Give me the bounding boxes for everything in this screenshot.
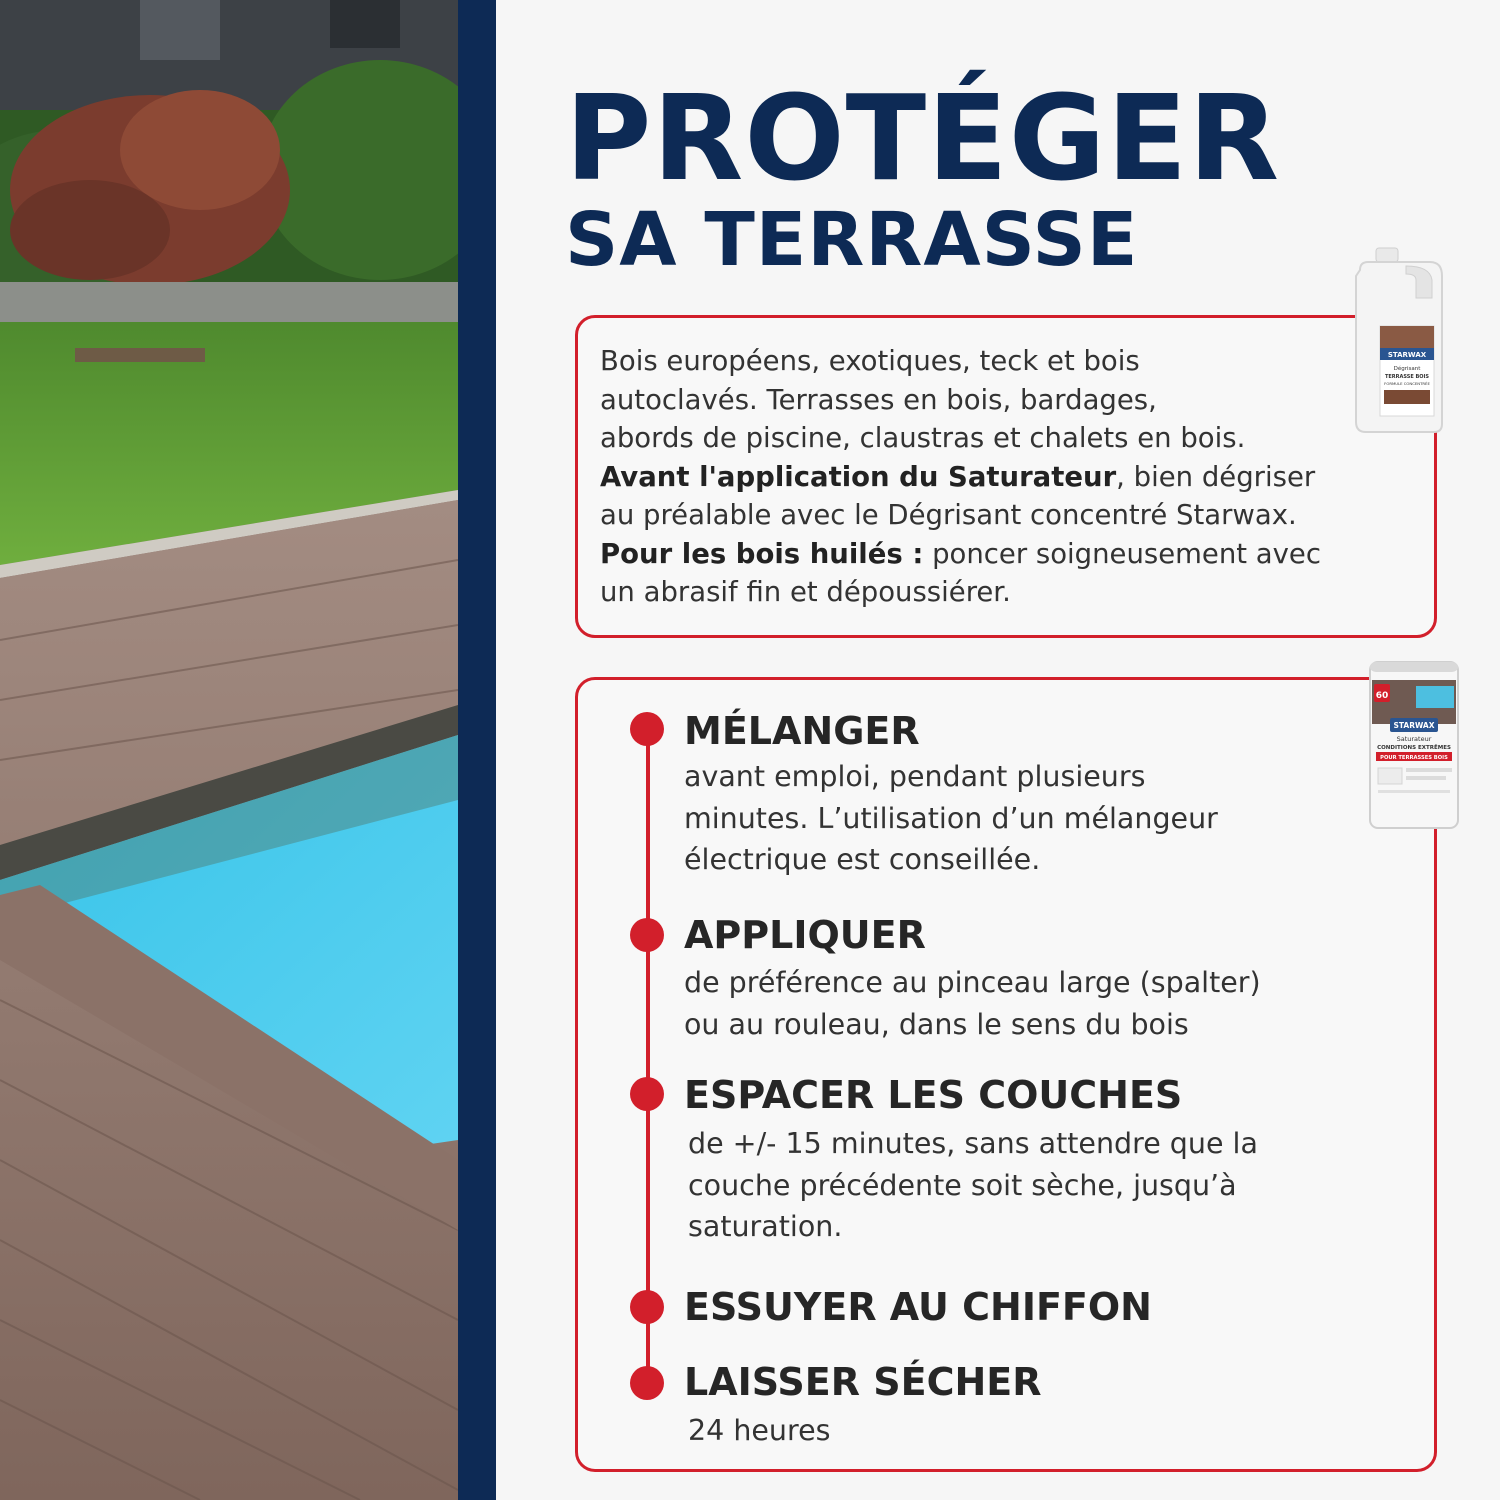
step-3-title: ESPACER LES COUCHES (684, 1073, 1183, 1117)
navy-divider (458, 0, 496, 1500)
intro-line-2: autoclavés. Terrasses en bois, bardages, (600, 383, 1157, 416)
degrisant-line-3: FORMULE CONCENTRÉE (1384, 381, 1430, 386)
page-title-line-2: SA TERRASSE (565, 197, 1139, 283)
intro-line-7: un abrasif fin et dépoussiérer. (600, 576, 1011, 608)
step-2-description (684, 962, 1261, 1045)
saturateur-tin-image (1366, 660, 1462, 832)
step-1-line-1: avant emploi, pendant plusieurs (684, 760, 1146, 793)
step-3-line-1: de +/- 15 minutes, sans attendre que la (688, 1127, 1258, 1160)
step-2-line-2: ou au rouleau, dans le sens du bois (684, 1007, 1189, 1041)
step-2-title: APPLIQUER (684, 913, 926, 957)
intro-bold-saturateur: Avant l'application du Saturateur (600, 460, 1117, 493)
intro-line-5: au préalable avec le Dégrisant concentré Starwax. (600, 499, 1297, 531)
intro-line-1: Bois européens, exotiques, teck et bois (600, 345, 1140, 377)
step-1-line-2: minutes. L’utilisation d’un mélangeur (684, 801, 1218, 835)
degrisant-line-1: Dégrisant (1393, 366, 1421, 372)
step-4-title: ESSUYER AU CHIFFON (684, 1285, 1152, 1329)
degrisant-jerrycan-image (1350, 246, 1450, 436)
step-3-line-3: saturation. (688, 1210, 843, 1243)
step-5-description (688, 1410, 830, 1452)
step-2-marker (630, 918, 664, 952)
page-title-line-1: PROTÉGER (565, 69, 1281, 207)
step-1-description (684, 756, 1218, 881)
step-1-title: MÉLANGER (684, 709, 920, 753)
step-3-line-2: couche précédente soit sèche, jusqu’à (688, 1168, 1237, 1202)
degrisant-line-2: TERRASSE BOIS (1384, 374, 1430, 380)
degrisant-brand: STARWAX (1387, 351, 1427, 359)
step-2-line-1: de préférence au pinceau large (spalter) (684, 966, 1261, 999)
steps-timeline (646, 728, 650, 1384)
step-5-line-1: 24 heures (688, 1414, 831, 1447)
step-3-description (688, 1123, 1258, 1248)
saturateur-line-1: Saturateur (1396, 735, 1432, 743)
step-1-marker (630, 712, 664, 746)
saturateur-line-3: POUR TERRASSES BOIS (1380, 755, 1448, 761)
terrace-photo (0, 0, 458, 1500)
step-5-marker (630, 1366, 664, 1400)
intro-line-3: abords de piscine, claustras et chalets en bois. (600, 422, 1246, 454)
intro-line-6-rest: poncer soigneusement avec (923, 537, 1321, 570)
saturateur-line-2: CONDITIONS EXTRÊMES (1377, 745, 1451, 751)
step-1-line-3: électrique est conseillée. (684, 843, 1041, 876)
intro-text (600, 342, 1420, 612)
intro-line-4-rest: , bien dégriser (1116, 460, 1316, 493)
step-5-title: LAISSER SÉCHER (684, 1360, 1042, 1404)
step-3-marker (630, 1077, 664, 1111)
step-4-marker (630, 1290, 664, 1324)
saturateur-badge: 60 (1375, 691, 1389, 701)
saturateur-brand: STARWAX (1393, 721, 1435, 730)
intro-bold-bois-huiles: Pour les bois huilés : (600, 537, 924, 570)
